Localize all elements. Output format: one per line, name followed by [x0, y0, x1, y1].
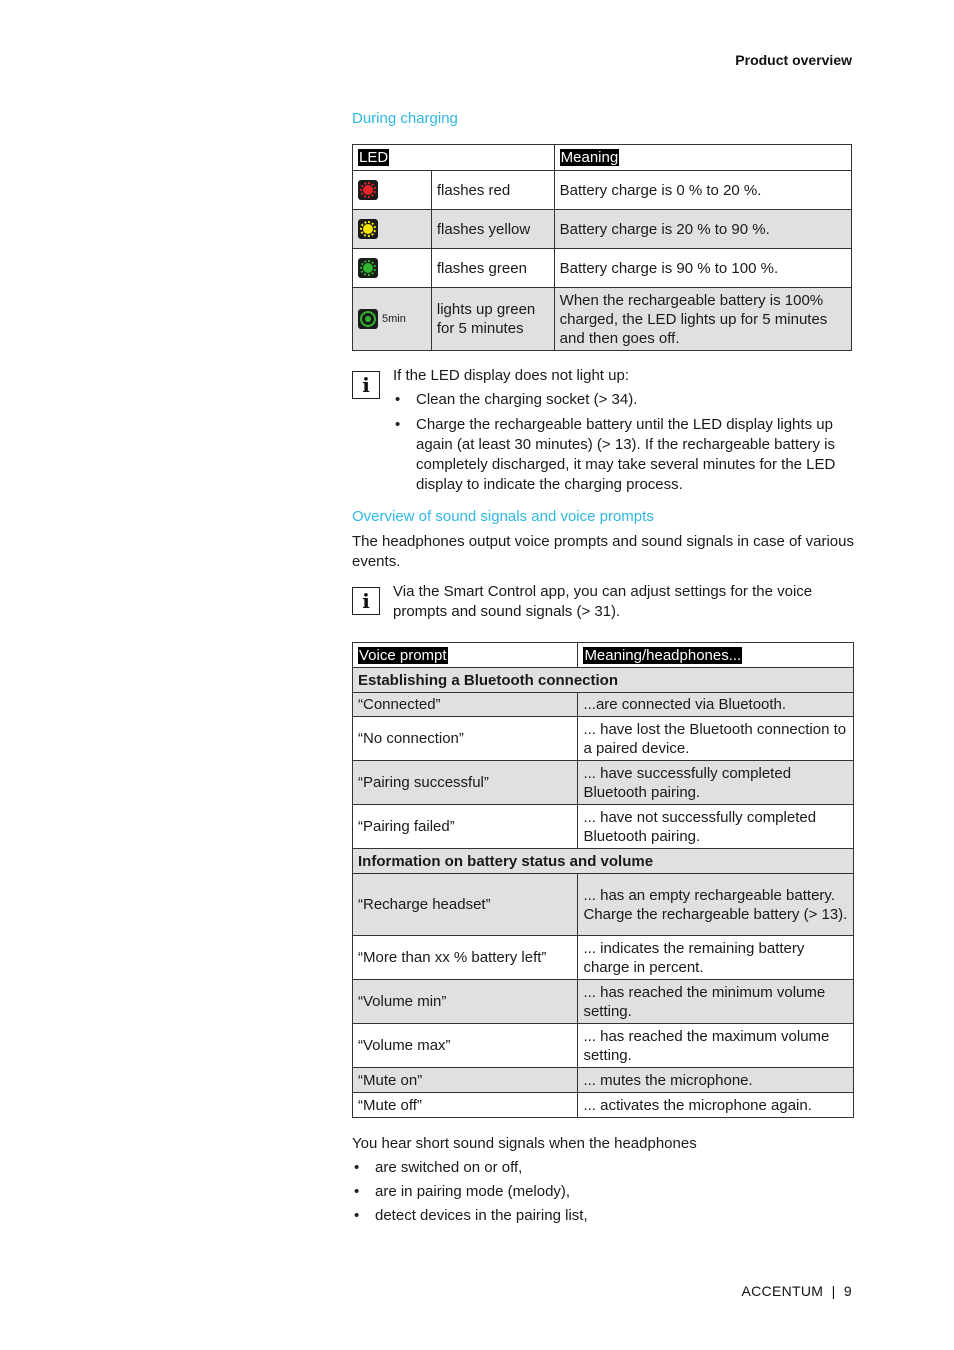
sound-heading: Overview of sound signals and voice prompts	[352, 508, 654, 525]
troubleshooting-list	[393, 390, 853, 495]
voice-prompt: “Recharge headset”	[353, 874, 578, 936]
section-title: Establishing a Bluetooth connection	[353, 668, 854, 693]
led-indicator-cell	[353, 249, 432, 288]
prompt-meaning: ... have not successfully completed Bluetooth pairing.	[578, 805, 854, 849]
led-table	[352, 144, 852, 351]
voice-prompt: “Mute off”	[353, 1093, 578, 1118]
led-state: lights up green for 5 minutes	[431, 288, 554, 351]
led-row	[353, 210, 852, 249]
list-item: • detect devices in the pairing list,	[352, 1206, 854, 1226]
section-title: Information on battery status and volume	[353, 849, 854, 874]
sound-intro: The headphones output voice prompts and sound signals in case of various events.	[352, 533, 854, 570]
prompt-column-header: Voice prompt	[353, 643, 578, 668]
prompt-meaning: ... indicates the remaining battery charge in percent.	[578, 936, 854, 980]
sound-signals-block	[352, 1134, 854, 1230]
list-item: • Clean the charging socket (> 34).	[393, 390, 853, 410]
prompt-meaning: ... have lost the Bluetooth connection to a paired device.	[578, 717, 854, 761]
charging-heading: During charging	[352, 110, 458, 127]
info-icon: i	[352, 371, 380, 399]
voice-prompt-table	[352, 642, 854, 1118]
led-icon	[358, 309, 378, 329]
voice-prompt: “No connection”	[353, 717, 578, 761]
table-row	[353, 717, 854, 761]
led-state: flashes red	[431, 171, 554, 210]
voice-prompt: “Volume max”	[353, 1024, 578, 1068]
led-meaning: Battery charge is 20 % to 90 %.	[554, 210, 851, 249]
table-row	[353, 936, 854, 980]
prompt-meaning: ... have successfully completed Bluetooth pairing.	[578, 761, 854, 805]
meaning-column-header: Meaning/headphones...	[578, 643, 854, 668]
led-row	[353, 249, 852, 288]
voice-prompt: “Mute on”	[353, 1068, 578, 1093]
table-row	[353, 1093, 854, 1118]
signals-list	[352, 1158, 854, 1226]
table-section-header	[353, 668, 854, 693]
voice-prompt: “Volume min”	[353, 980, 578, 1024]
table-row	[353, 980, 854, 1024]
prompt-meaning: ... mutes the microphone.	[578, 1068, 854, 1093]
running-header: Product overview	[735, 52, 852, 68]
led-indicator-cell	[353, 210, 432, 249]
led-troubleshooting-note	[393, 366, 853, 500]
voice-prompt: “Pairing successful”	[353, 761, 578, 805]
led-column-header: LED	[353, 145, 555, 171]
list-item: • Charge the rechargeable battery until the LED display lights up again (at least 30 minutes) (> 13). If the rechargeable battery is completely discharged, it may take several minutes for the LED display to indicate the charging process.	[393, 415, 853, 495]
led-state: flashes green	[431, 249, 554, 288]
table-row	[353, 874, 854, 936]
led-icon	[358, 180, 378, 200]
led-meaning: Battery charge is 90 % to 100 %.	[554, 249, 851, 288]
duration-badge: 5min	[382, 312, 406, 325]
prompt-meaning: ... activates the microphone again.	[578, 1093, 854, 1118]
prompt-meaning: ... has an empty rechargeable battery. Charge the rechargeable battery (> 13).	[578, 874, 854, 936]
prompt-meaning: ... has reached the maximum volume setting.	[578, 1024, 854, 1068]
led-row	[353, 288, 852, 351]
list-item: • are switched on or off,	[352, 1158, 854, 1178]
voice-prompt: “Connected”	[353, 693, 578, 717]
table-row	[353, 805, 854, 849]
led-indicator-cell	[353, 171, 432, 210]
led-meaning: When the rechargeable battery is 100% charged, the LED lights up for 5 minutes and then goes off.	[554, 288, 851, 351]
prompt-meaning: ... has reached the minimum volume setting.	[578, 980, 854, 1024]
table-section-header	[353, 849, 854, 874]
led-row	[353, 171, 852, 210]
page-footer: ACCENTUM | 9	[741, 1283, 852, 1299]
voice-prompt: “Pairing failed”	[353, 805, 578, 849]
list-item: • are in pairing mode (melody),	[352, 1182, 854, 1202]
table-row	[353, 693, 854, 717]
table-row	[353, 1024, 854, 1068]
led-icon	[358, 258, 378, 278]
led-icon	[358, 219, 378, 239]
voice-prompt: “More than xx % battery left”	[353, 936, 578, 980]
signals-intro: You hear short sound signals when the headphones	[352, 1135, 697, 1152]
smart-control-note: Via the Smart Control app, you can adjust settings for the voice prompts and sound signals (> 31).	[393, 583, 813, 620]
meaning-column-header: Meaning	[554, 145, 851, 171]
table-row	[353, 761, 854, 805]
led-indicator-cell	[353, 288, 432, 351]
prompt-meaning: ...are connected via Bluetooth.	[578, 693, 854, 717]
led-state: flashes yellow	[431, 210, 554, 249]
note-intro: If the LED display does not light up:	[393, 367, 629, 384]
info-icon: i	[352, 587, 380, 615]
led-meaning: Battery charge is 0 % to 20 %.	[554, 171, 851, 210]
table-row	[353, 1068, 854, 1093]
